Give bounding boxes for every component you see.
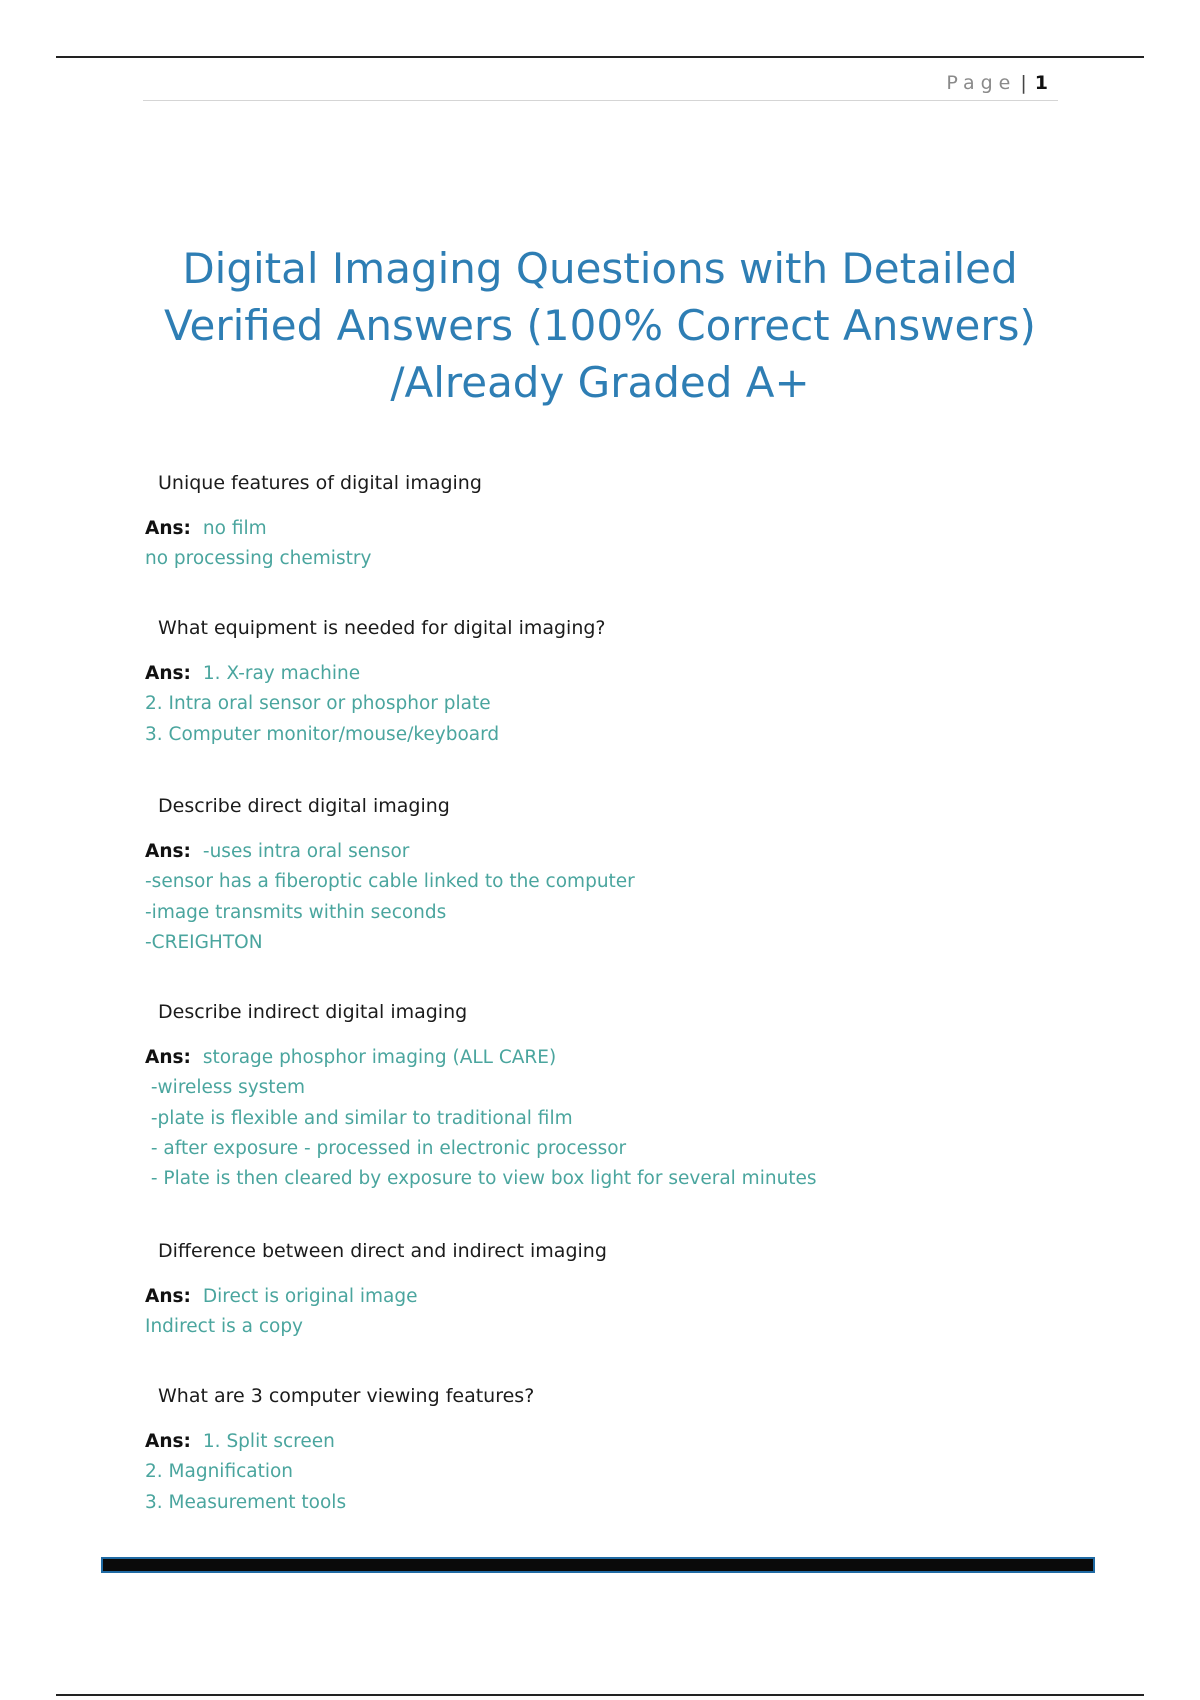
answer-line [145, 1427, 945, 1457]
answer-block [145, 659, 945, 750]
answer-line: -CREIGHTON [145, 931, 263, 953]
answer-line: -plate is flexible and similar to traditional film [145, 1107, 573, 1129]
answer-line: - Plate is then cleared by exposure to view box light for several minutes [145, 1168, 817, 1190]
answer-line [145, 659, 945, 689]
answer-text: no film [202, 518, 267, 539]
answer-label: Ans: [145, 1047, 191, 1068]
answer-line [145, 837, 945, 867]
qa-block-5 [145, 1238, 945, 1343]
answer-block [145, 514, 945, 575]
answer-line: -sensor has a fiberoptic cable linked to the computer [145, 871, 635, 893]
question-text: What equipment is needed for digital imaging? [158, 617, 606, 639]
page-number: 1 [1034, 72, 1048, 94]
question-text: Describe indirect digital imaging [158, 1001, 468, 1023]
answer-line: no processing chemistry [145, 548, 372, 570]
question-text: Difference between direct and indirect imaging [158, 1240, 607, 1262]
answer-line: 2. Magnification [145, 1461, 294, 1483]
question-text: What are 3 computer viewing features? [158, 1385, 535, 1407]
page-label: Page [946, 72, 1017, 94]
footer-bar [101, 1557, 1095, 1573]
answer-label: Ans: [145, 518, 191, 539]
answer-text: 1. X-ray machine [202, 663, 361, 684]
answer-block [145, 837, 945, 958]
question-text: Describe direct digital imaging [158, 795, 450, 817]
answer-text: Direct is original image [202, 1286, 418, 1307]
answer-label: Ans: [145, 1431, 191, 1452]
answer-label: Ans: [145, 663, 191, 684]
answer-line: 2. Intra oral sensor or phosphor plate [145, 693, 491, 715]
page-number-indicator [946, 72, 1048, 94]
answer-line: 3. Measurement tools [145, 1491, 347, 1513]
answer-line: -image transmits within seconds [145, 901, 447, 923]
answer-line [145, 514, 945, 544]
title-line-1: Digital Imaging Questions with Detailed [182, 244, 1018, 293]
bottom-rule [56, 1694, 1144, 1696]
document-title [120, 240, 1080, 411]
qa-block-2 [145, 615, 945, 750]
qa-block-1 [145, 470, 945, 575]
answer-block [145, 1427, 945, 1518]
answer-text: 1. Split screen [202, 1431, 335, 1452]
qa-block-3 [145, 793, 945, 958]
answer-block [145, 1043, 945, 1194]
answer-text: -uses intra oral sensor [202, 841, 410, 862]
qa-block-4 [145, 999, 945, 1194]
title-line-3: /Already Graded A+ [390, 358, 810, 407]
answer-line: - after exposure - processed in electronic processor [145, 1137, 627, 1159]
answer-label: Ans: [145, 841, 191, 862]
answer-line: Indirect is a copy [145, 1316, 304, 1338]
top-rule [56, 56, 1144, 58]
answer-line: -wireless system [145, 1077, 305, 1099]
page-header [143, 70, 1058, 101]
answer-line [145, 1043, 945, 1073]
answer-line [145, 1282, 945, 1312]
qa-block-6 [145, 1383, 945, 1518]
answer-line: 3. Computer monitor/mouse/keyboard [145, 723, 500, 745]
answer-text: storage phosphor imaging (ALL CARE) [202, 1047, 557, 1068]
answer-label: Ans: [145, 1286, 191, 1307]
title-line-2: Verified Answers (100% Correct Answers) [164, 301, 1036, 350]
answer-block [145, 1282, 945, 1343]
page-separator: | [1020, 72, 1027, 94]
question-text: Unique features of digital imaging [158, 472, 482, 494]
